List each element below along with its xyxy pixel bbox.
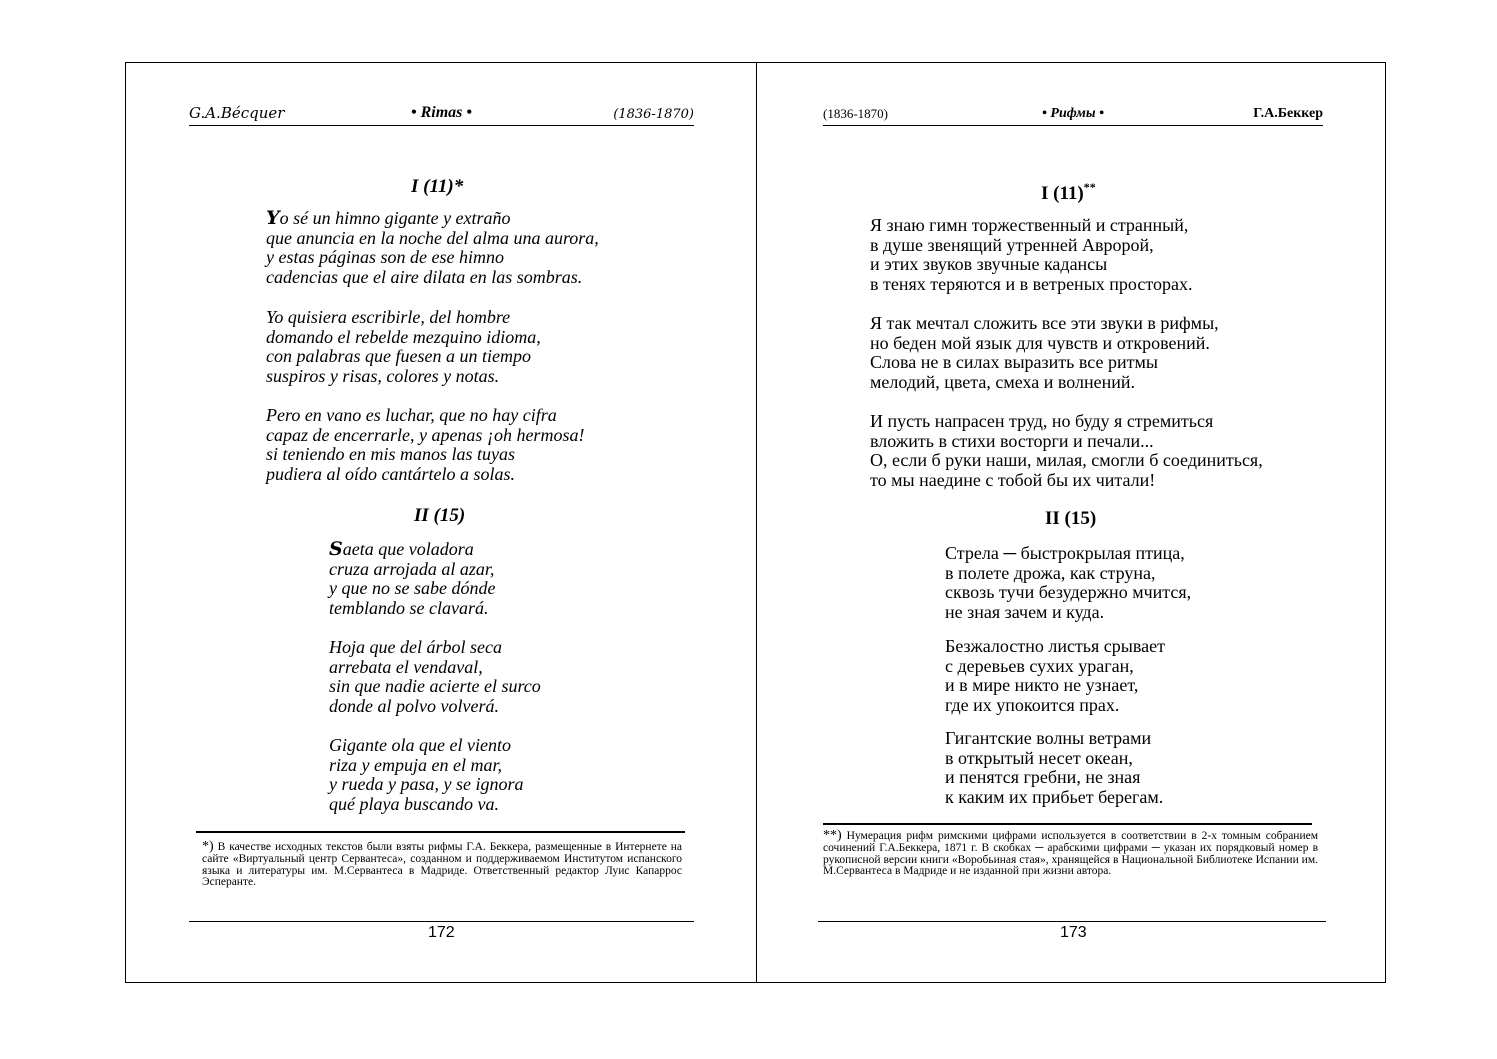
header-years: (1836-1870) [823, 106, 888, 121]
verse-line: в душе звенящий утренней Авророй, [870, 234, 1154, 255]
verse-line: Gigante ola que el viento [329, 735, 511, 755]
bottom-rule [818, 921, 1326, 922]
verse-line: Я знаю гимн торжественный и странный, [870, 215, 1189, 235]
verse-line: domando el rebelde mezquino idioma, [266, 326, 541, 347]
verse-line-rest: o sé un himno gigante y extraño [279, 208, 511, 228]
verse-line: к каким их прибьет берегам. [945, 786, 1164, 807]
verse-line: Гигантские волны ветрами [945, 728, 1152, 748]
verse-line: y que no se sabe dónde [329, 578, 496, 599]
verse-line: y estas páginas son de ese himno [266, 247, 504, 268]
verse-line-rest: aeta que voladora [342, 539, 474, 559]
verse-line: arrebata el vendaval, [329, 656, 483, 677]
verse-line: не зная зачем и куда. [945, 601, 1105, 622]
verse-line: И пусть напрасен труд, но буду я стремиться [870, 411, 1214, 431]
header-title: • Рифмы • [1042, 106, 1104, 121]
right-page [757, 63, 1387, 982]
verse-line: y rueda y pasa, y se ignora [329, 774, 524, 795]
drop-cap: S [329, 538, 343, 560]
verse-line: Yo quisiera escribirle, del hombre [266, 307, 511, 327]
verse-line: cruza arrojada al azar, [329, 558, 495, 579]
drop-cap: Y [266, 207, 280, 229]
stanza [329, 736, 523, 814]
header-author: G.A.Bécquer [189, 104, 285, 122]
verse-line: то мы наедине с тобой бы их читали! [870, 469, 1156, 490]
stanza [945, 729, 1163, 807]
verse-line: в полете дрожа, как струна, [945, 562, 1156, 583]
verse-line: с деревьев сухих ураган, [945, 655, 1134, 676]
stanza [870, 412, 1263, 490]
verse-line: и этих звуков звучные кадансы [870, 254, 1108, 275]
header-title: • Rimas • [411, 104, 472, 121]
poem-heading: II (15) [414, 505, 466, 526]
verse-line: в тенях теряются и в ветреных просторах. [870, 273, 1193, 294]
stanza [266, 308, 541, 386]
verse-line: и пенятся гребни, не зная [945, 767, 1141, 788]
poem-heading [1041, 180, 1096, 205]
verse-line [329, 540, 495, 560]
verse-line: qué playa buscando va. [329, 793, 499, 814]
footnote-text: Нумерация рифм римскими цифрами используется в соответствии в 2-х томным собранием сочинений Г.А.Беккера, 1871 г. В скобках ─ арабскими цифрами ─ указан их порядковый номер в рукописной версии книги «Воробьиная стая», хранящейся в Национальной Библиотеке Испании им. М.Сервантеса в Мадриде и не изданной при жизни автора. [823, 830, 1318, 878]
heading-text: I (11) [1041, 183, 1084, 204]
verse-line: Hoja que del árbol seca [329, 637, 502, 657]
stanza [266, 406, 584, 484]
verse-line: donde al polvo volverá. [329, 695, 499, 716]
stanza [945, 637, 1165, 715]
footnote-mark: *) [202, 839, 214, 854]
verse-line: вложить в стихи восторги и печали... [870, 430, 1154, 451]
book-spread [125, 62, 1386, 983]
verse-line: Слова не в силах выразить все ритмы [870, 352, 1158, 373]
verse-line: но беден мой язык для чувств и откровений. [870, 332, 1210, 353]
stanza [870, 314, 1219, 392]
verse-line: Я так мечтал сложить все эти звуки в рифмы, [870, 313, 1219, 333]
verse-line: мелодий, цвета, смеха и волнений. [870, 371, 1136, 392]
stanza [945, 544, 1191, 622]
verse-line: в открытый несет океан, [945, 747, 1133, 768]
stanza [266, 209, 599, 287]
page-number: 173 [1060, 924, 1087, 941]
verse-line: Pero en vano es luchar, que no hay cifra [266, 405, 557, 425]
verse-line: Стрела ─ быстрокрылая птица, [945, 543, 1185, 563]
poem-heading: I (11)* [411, 176, 464, 197]
verse-line: suspiros y risas, colores y notas. [266, 365, 500, 386]
stanza [329, 540, 495, 618]
footnote-ref: ** [1083, 180, 1096, 194]
running-header [189, 103, 694, 126]
footnote-mark: **) [823, 828, 842, 843]
verse-line: где их упокоится прах. [945, 694, 1120, 715]
stanza [329, 638, 541, 716]
verse-line: cadencias que el aire dilata en las sombras. [266, 266, 583, 287]
verse-line: pudiera al oído cantártelo a solas. [266, 463, 515, 484]
verse-line: сквозь тучи безудержно мчится, [945, 582, 1192, 603]
verse-line: si teniendo en mis manos las tuyas [266, 444, 515, 465]
verse-line: que anuncia en la noche del alma una aurora, [266, 227, 599, 248]
header-author: Г.А.Беккер [1253, 106, 1323, 121]
header-years: (1836-1870) [613, 107, 694, 122]
page-number: 172 [428, 924, 455, 941]
footnote-rule [196, 831, 685, 833]
poem-heading: II (15) [1045, 508, 1097, 529]
verse-line: Безжалостно листья срывает [945, 636, 1165, 656]
verse-line: capaz de encerrarle, y apenas ¡oh hermosa! [266, 424, 585, 445]
stanza [870, 216, 1192, 294]
verse-line: и в мире никто не узнает, [945, 675, 1139, 696]
bottom-rule [189, 921, 694, 922]
verse-line: riza y empuja en el mar, [329, 754, 502, 775]
footnote [202, 841, 682, 889]
footnote-rule [823, 823, 1312, 825]
verse-line: con palabras que fuesen a un tiempo [266, 346, 531, 367]
footnote-text: В качестве исходных текстов были взяты рифмы Г.А. Беккера, размещенные в Интернете на сайте «Виртуальный центр Сервантеса», созданном и поддерживаемом Институтом испанского языка и литературы им. М.Сервантеса в Мадриде. Ответственный редактор Луис Капаррос Эсперанте. [202, 841, 683, 889]
footnote [823, 830, 1318, 878]
verse-line: temblando se clavará. [329, 597, 489, 618]
running-header [823, 103, 1323, 126]
verse-line [266, 209, 599, 229]
verse-line: sin que nadie acierte el surco [329, 676, 541, 697]
verse-line: О, если б руки наши, милая, смогли б соединиться, [870, 450, 1263, 471]
left-page [126, 63, 757, 982]
